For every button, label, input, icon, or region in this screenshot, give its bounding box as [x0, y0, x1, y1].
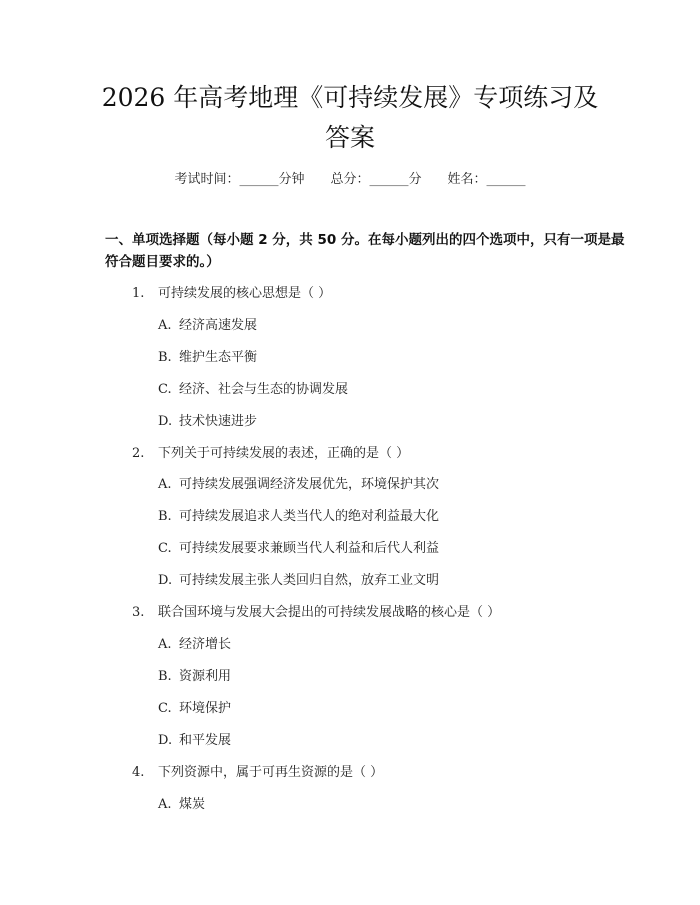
exam-time-field: 考试时间：______分钟 — [174, 172, 305, 187]
option-text: 技术快速进步 — [179, 414, 258, 429]
total-score-field: 总分：______分 — [330, 172, 422, 187]
option-3d — [158, 729, 231, 748]
exam-info-line — [0, 168, 700, 187]
option-text: 经济高速发展 — [179, 318, 258, 333]
section-heading: 一、单项选择题（每小题 2 分，共 50 分。在每小题列出的四个选项中，只有一项是最符合题目要求的。） — [105, 232, 625, 270]
student-name-field: 姓名：______ — [447, 172, 526, 187]
option-label: B. — [158, 669, 172, 684]
option-label: C. — [158, 541, 172, 556]
option-1b — [158, 346, 257, 365]
title-line-2: 答案 — [324, 123, 375, 152]
option-text: 经济、社会与生态的协调发展 — [179, 382, 349, 397]
option-label: B. — [158, 509, 172, 524]
title-line-1: 2026 年高考地理《可持续发展》专项练习及 — [101, 83, 599, 112]
option-2a — [158, 473, 439, 492]
option-label: D. — [158, 414, 173, 429]
option-3c — [158, 697, 231, 716]
option-text: 经济增长 — [179, 637, 232, 652]
question-text: 下列关于可持续发展的表述，正确的是（ ） — [158, 446, 410, 461]
question-3 — [132, 601, 500, 620]
option-text: 和平发展 — [179, 733, 232, 748]
option-1a — [158, 314, 257, 333]
option-text: 环境保护 — [179, 701, 232, 716]
question-1 — [132, 282, 331, 301]
option-label: C. — [158, 701, 172, 716]
option-4a — [158, 793, 205, 812]
option-2d — [158, 569, 439, 588]
option-2c — [158, 537, 439, 556]
option-label: D. — [158, 573, 173, 588]
question-number: 4. — [132, 765, 145, 780]
question-number: 1. — [132, 286, 145, 301]
option-2b — [158, 505, 439, 524]
option-text: 可持续发展要求兼顾当代人利益和后代人利益 — [179, 541, 440, 556]
question-2 — [132, 442, 409, 461]
question-text: 联合国环境与发展大会提出的可持续发展战略的核心是（ ） — [158, 605, 501, 620]
option-text: 可持续发展主张人类回归自然，放弃工业文明 — [179, 573, 440, 588]
option-label: C. — [158, 382, 172, 397]
option-text: 可持续发展强调经济发展优先，环境保护其次 — [179, 477, 440, 492]
question-text: 下列资源中，属于可再生资源的是（ ） — [158, 765, 384, 780]
option-text: 可持续发展追求人类当代人的绝对利益最大化 — [179, 509, 440, 524]
option-label: A. — [158, 637, 172, 652]
document-title — [60, 78, 640, 158]
option-1d — [158, 410, 257, 429]
option-3b — [158, 665, 231, 684]
option-text: 煤炭 — [179, 797, 206, 812]
option-text: 资源利用 — [179, 669, 232, 684]
question-4 — [132, 761, 383, 780]
question-number: 3. — [132, 605, 145, 620]
question-text: 可持续发展的核心思想是（ ） — [158, 286, 332, 301]
option-label: B. — [158, 350, 172, 365]
option-label: A. — [158, 797, 172, 812]
option-label: D. — [158, 733, 173, 748]
option-1c — [158, 378, 348, 397]
option-label: A. — [158, 318, 172, 333]
option-text: 维护生态平衡 — [179, 350, 258, 365]
option-3a — [158, 633, 231, 652]
option-label: A. — [158, 477, 172, 492]
question-number: 2. — [132, 446, 145, 461]
